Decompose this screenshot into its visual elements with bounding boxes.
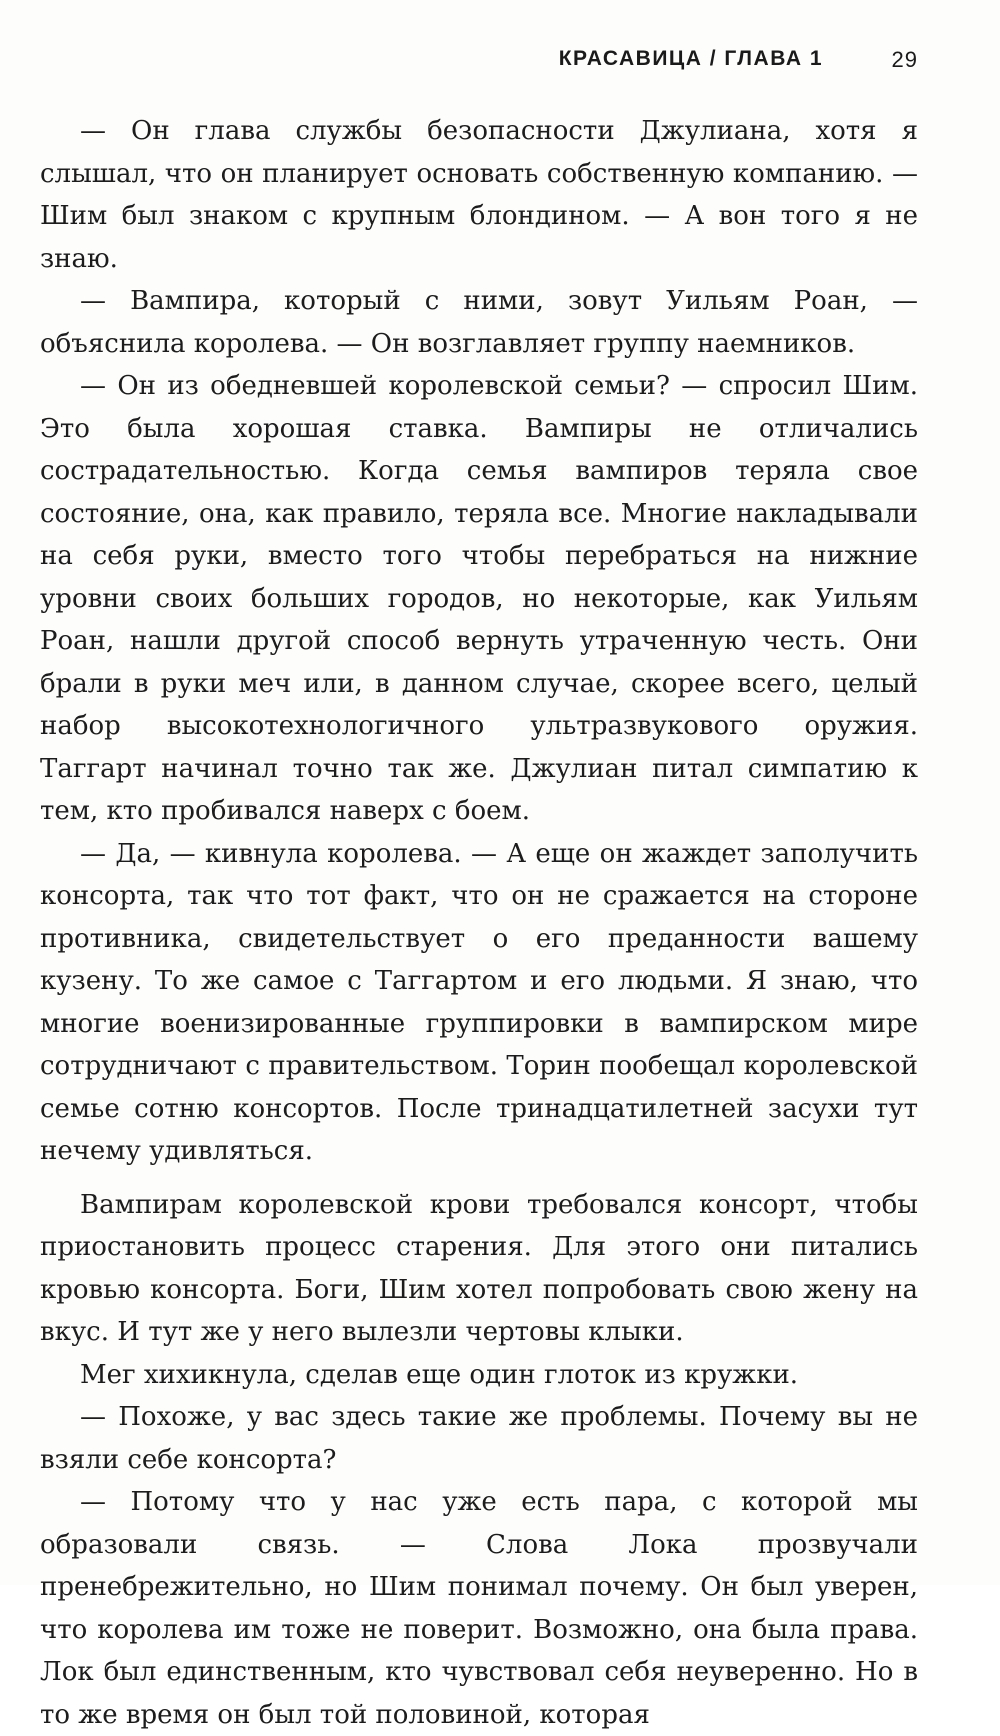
paragraph: — Он глава службы безопасности Джулиана, хотя я слышал, что он планирует основать собственную компанию. — Шим был знаком с крупным блондином. — А вон того я не знаю. xyxy=(40,116,918,274)
paragraph: — Он из обедневшей королевской семьи? — спросил Шим. Это была хорошая ставка. Вампиры не отличались сострадательностью. Когда семья вампиров теряла свое состояние, она, как правило, теряла все. Многие накладывали на себя руки, вместо того чтобы перебраться на нижние уровни своих больших городов, но некоторые, как Уильям Роан, нашли другой способ вернуть утраченную честь. Они брали в руки меч или, в данном случае, скорее всего, целый набор высокотехнологичного ультразвукового оружия. Таггарт начинал точно так же. Джулиан питал симпатию к тем, кто пробивался наверх с боем. xyxy=(40,371,918,826)
body-text xyxy=(40,110,918,1736)
chapter-title: КРАСАВИЦА / ГЛАВА 1 xyxy=(558,47,823,70)
paragraph: — Потому что у нас уже есть пара, с которой мы образовали связь. — Слова Лока прозвучали пренебрежительно, но Шим понимал почему. Он был уверен, что королева им тоже не поверит. Возможно, она была права. Лок был единственным, кто чувствовал себя неуверенно. Но в то же время он был той половиной, которая xyxy=(40,1487,918,1730)
paragraph: — Да, — кивнула королева. — А еще он жаждет заполучить консорта, так что тот факт, что он не сражается на стороне противника, свидетельствует о его преданности вашему кузену. То же самое с Таггартом и его людьми. Я знаю, что многие военизированные группировки в вампирском мире сотрудничают с правительством. Торин пообещал королевской семье сотню консортов. После тринадцатилетней засухи тут нечему удивляться. xyxy=(40,838,918,1166)
paragraph: Вампирам королевской крови требовался консорт, чтобы приостановить процесс старения. Для этого они питались кровью консорта. Боги, Шим хотел попробовать свою жену на вкус. И тут же у него вылезли чертовы клыки. xyxy=(40,1189,918,1347)
page-number: 29 xyxy=(891,47,918,72)
paragraph: — Вампира, который с ними, зовут Уильям Роан, — объяснила королева. — Он возглавляет группу наемников. xyxy=(40,286,918,359)
paragraph: — Похоже, у вас здесь такие же проблемы. Почему вы не взяли себе консорта? xyxy=(40,1402,918,1475)
running-header xyxy=(40,44,918,78)
paragraph: Мег хихикнула, сделав еще один глоток из кружки. xyxy=(80,1359,799,1390)
